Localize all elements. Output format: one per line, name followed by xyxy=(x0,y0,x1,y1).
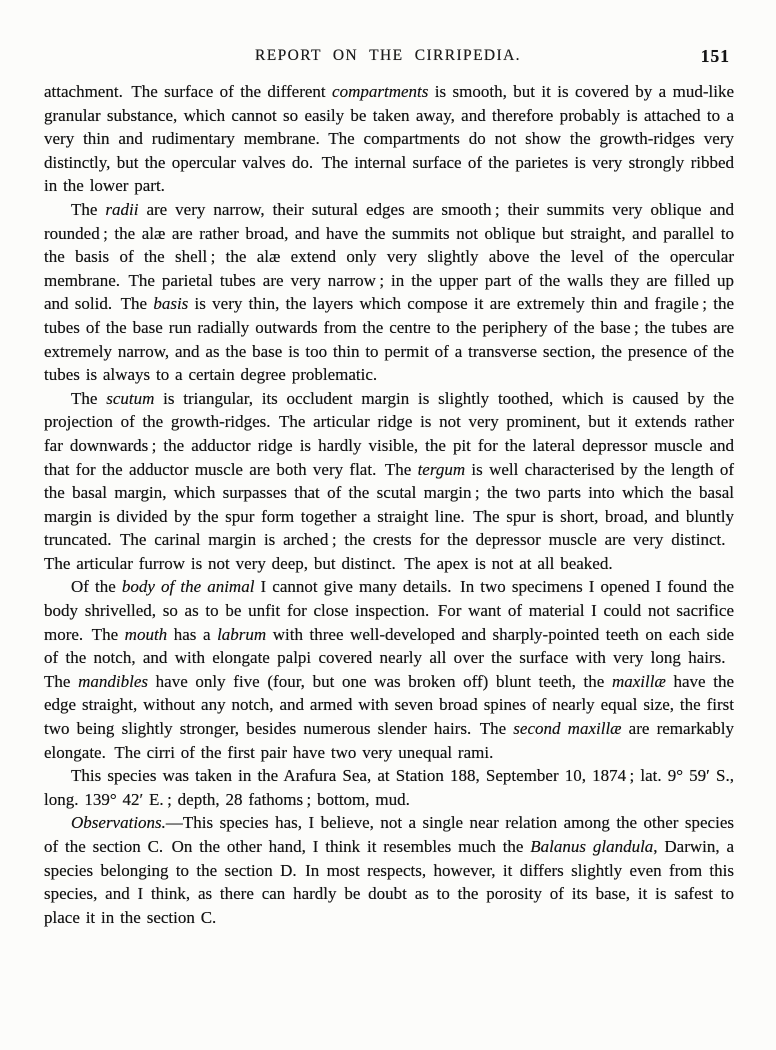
italic-text-segment: mouth xyxy=(124,624,168,644)
italic-text-segment: Balanus glandula xyxy=(530,837,654,856)
text-segment: —This species has, I believe, not a single near relation among the other species of the section C. On the other hand, I think it resembles much the xyxy=(44,813,734,856)
text-segment: This species was taken in the Arafura Sea, at Station 188, September 10, 1874 ; lat. 9° 59′ S., long. 139° 42′ E. ; depth, 28 fathoms ; bottom, mud. xyxy=(44,766,734,809)
italic-text-segment: second maxillæ xyxy=(513,719,622,739)
text-segment: is very thin, the layers which compose it are extremely thin and fragile ; the tubes of the base run radially outwards from the centre to the periphery of the base ; the tubes are extremely narrow, and as the base is too thin to permit of a transverse section, the presence of the tubes is always to a certain degree problematic. xyxy=(44,294,734,385)
paragraph xyxy=(44,811,734,929)
text-segment: is smooth, but it is covered by a mud-like granular substance, which cannot so easily be taken away, and therefore probably is attached to a very thin and rudimentary membrane. The compartments do not show the growth-ridges very distinctly, but the opercular valves do. The internal surface of the parietes is very strongly ribbed in the lower part. xyxy=(44,82,734,196)
page-header xyxy=(0,46,776,70)
italic-text-segment: basis xyxy=(153,294,189,314)
text-segment: are very narrow, their sutural edges are smooth ; their summits very oblique and rounded ; the alæ are rather broad, and have the summits not oblique but straight, and parallel to the basis of the shell ; the alæ extend only very slightly above the level of the opercular membrane. The parietal tubes are very narrow ; in the upper part of the walls they are filled up and solid. The xyxy=(44,199,734,314)
italic-text-segment: scutum xyxy=(106,388,155,408)
text-segment: have only five (four, but one was broken off) blunt teeth, the xyxy=(147,671,612,691)
text-segment: is well characterised by the length of the basal margin, which surpasses that of the scutal margin ; the two parts into which the basal margin is divided by the spur form together a straight line. The spur is short, broad, and bluntly truncated. The carinal margin is arched ; the crests for the depressor muscle are very distinct. The articular furrow is not very deep, but distinct. The apex is not at all beaked. xyxy=(44,459,735,573)
text-segment: , Darwin, a species belonging to the section D. In most respects, however, it differs slightly even from this species, and I think, as there can hardly be doubt as to the porosity of its base, it is safest to place it in the section C. xyxy=(44,837,734,927)
text-segment: with three well-developed and sharply-pointed teeth on each side of the notch, and with elongate palpi covered nearly all over the surface with very long hairs. The xyxy=(44,624,734,691)
text-segment: is triangular, its occludent margin is slightly toothed, which is caused by the projection of the growth-ridges. The articular ridge is not very prominent, but it extends rather far downwards ; the adductor ridge is hardly visible, the pit for the lateral depressor muscle and that for the adductor muscle are both very flat. The xyxy=(44,388,735,479)
paragraph xyxy=(44,387,734,576)
text-segment: are remarkably elongate. The cirri of the first pair have two very unequal rami. xyxy=(44,719,735,762)
italic-text-segment: labrum xyxy=(217,624,267,644)
page-body xyxy=(44,80,734,929)
text-segment: The xyxy=(71,199,106,219)
text-segment: attachment. The surface of the different xyxy=(44,82,333,101)
italic-text-segment: maxillæ xyxy=(611,671,666,691)
paragraph xyxy=(44,80,734,198)
text-segment: has a xyxy=(167,624,218,644)
text-segment: Of the xyxy=(71,577,122,597)
italic-text-segment: Observations. xyxy=(71,813,166,833)
text-segment: have the edge straight, without any notch, and armed with seven broad spines of nearly equal size, the first two being slightly stronger, besides numerous slender hairs. The xyxy=(44,671,734,739)
page-number: 151 xyxy=(700,46,730,66)
running-title: REPORT ON THE CIRRIPEDIA. xyxy=(255,47,521,64)
italic-text-segment: mandibles xyxy=(78,671,148,691)
italic-text-segment: compartments xyxy=(332,82,429,101)
italic-text-segment: radii xyxy=(105,199,139,219)
italic-text-segment: body of the animal xyxy=(121,577,255,597)
paragraph xyxy=(44,198,734,387)
italic-text-segment: tergum xyxy=(417,459,466,479)
text-segment: I cannot give many details. In two specimens I opened I found the body shrivelled, so as to be unfit for close inspection. For want of material I could not sacrifice more. The xyxy=(44,577,734,644)
text-segment: The xyxy=(71,388,107,408)
paragraph xyxy=(44,764,734,811)
paragraph xyxy=(44,575,734,764)
